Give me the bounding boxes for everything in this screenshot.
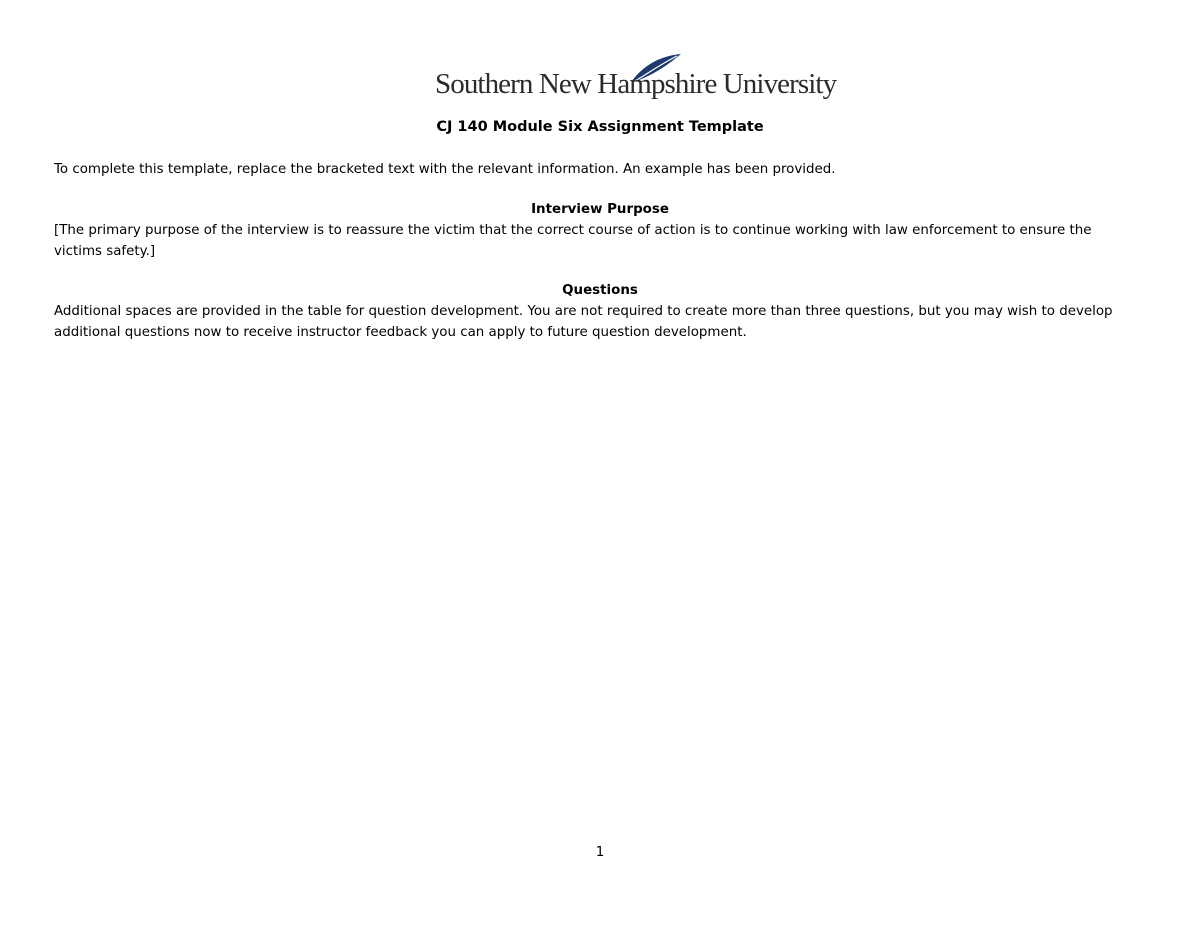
questions-text: Additional spaces are provided in the table for question development. You are not required to create more than three questions, but you may wish to develop additional questions now to receive instructor feedback you can apply to future question development. <box>54 304 1113 340</box>
university-logo <box>435 52 837 104</box>
interview-purpose-heading: Interview Purpose <box>531 202 669 217</box>
interview-purpose-text: [The primary purpose of the interview is to reassure the victim that the correct course of action is to continue working with law enforcement to ensure the victims safety.] <box>54 223 1092 259</box>
questions-heading: Questions <box>562 283 638 298</box>
logo-wordmark: Southern New Hampshire University <box>435 68 837 100</box>
page-number: 1 <box>595 845 605 860</box>
intro-paragraph: To complete this template, replace the bracketed text with the relevant information. An example has been provided. <box>54 162 836 177</box>
document-title: CJ 140 Module Six Assignment Template <box>436 119 764 135</box>
